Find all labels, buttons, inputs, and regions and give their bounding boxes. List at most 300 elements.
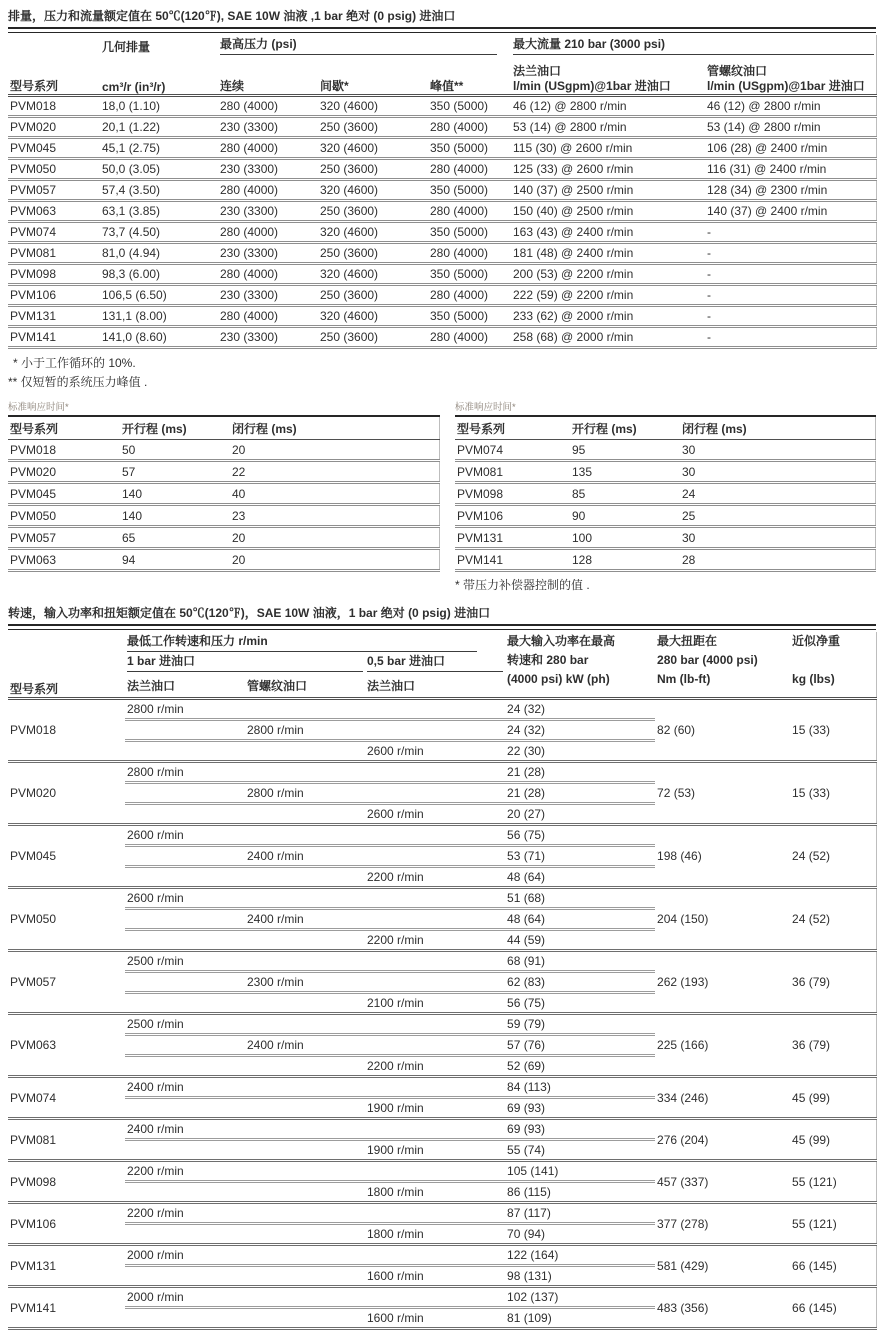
rpm-cell: 2400 r/min bbox=[125, 1119, 245, 1140]
power-cell: 56 (75) bbox=[505, 825, 655, 846]
torque-cell: 457 (337) bbox=[655, 1161, 790, 1203]
power-cell: 24 (32) bbox=[505, 720, 655, 741]
value-cell: 280 (4000) bbox=[428, 201, 511, 222]
torque-cell: 72 (53) bbox=[655, 762, 790, 825]
value-cell: 280 (4000) bbox=[218, 138, 318, 159]
rpm-cell bbox=[125, 1056, 245, 1077]
flow-group-label: 最大流量 210 bar (3000 psi) bbox=[513, 35, 874, 55]
ratings-row bbox=[8, 264, 876, 285]
value-cell: 258 (68) @ 2000 r/min bbox=[511, 327, 705, 348]
weight-cell: 55 (121) bbox=[790, 1203, 876, 1245]
rpm-cell bbox=[125, 993, 245, 1014]
net-weight-line1: 近似净重 bbox=[792, 634, 841, 648]
weight-cell: 24 (52) bbox=[790, 888, 876, 951]
rpm-cell: 2600 r/min bbox=[125, 888, 245, 909]
max-power-line2: 转速和 280 bar bbox=[507, 653, 589, 667]
col-header-model: 型号系列 bbox=[8, 416, 120, 440]
value-cell: 125 (33) @ 2600 r/min bbox=[511, 159, 705, 180]
weight-cell: 15 (33) bbox=[790, 762, 876, 825]
response-row bbox=[8, 527, 440, 549]
power-cell: 53 (71) bbox=[505, 846, 655, 867]
value-cell: 320 (4600) bbox=[318, 264, 428, 285]
rpm-cell: 2200 r/min bbox=[365, 867, 505, 888]
value-cell: 94 bbox=[120, 549, 230, 571]
ratings-group-header-row bbox=[8, 35, 876, 55]
value-cell: 46 (12) @ 2800 r/min bbox=[705, 96, 876, 117]
value-cell: 140 bbox=[120, 483, 230, 505]
value-cell: 230 (3300) bbox=[218, 201, 318, 222]
value-cell: 230 (3300) bbox=[218, 285, 318, 306]
col-header-close-stroke: 闭行程 (ms) bbox=[680, 416, 876, 440]
value-cell: 53 (14) @ 2800 r/min bbox=[511, 117, 705, 138]
value-cell: 81,0 (4.94) bbox=[100, 243, 218, 264]
value-cell: 350 (5000) bbox=[428, 306, 511, 327]
speed-row bbox=[8, 1077, 876, 1098]
model-cell: PVM098 bbox=[455, 483, 570, 505]
power-cell: 21 (28) bbox=[505, 762, 655, 783]
footnote-peak: ** 仅短暂的系统压力峰值 . bbox=[8, 375, 148, 389]
ratings-header-row bbox=[8, 55, 876, 96]
col-header-displacement-group bbox=[100, 35, 218, 55]
value-cell: 141,0 (8.60) bbox=[100, 327, 218, 348]
response-row bbox=[455, 505, 876, 527]
rpm-cell: 2400 r/min bbox=[245, 846, 365, 867]
max-power-line1: 最大输入功率在最高 bbox=[507, 634, 616, 648]
rpm-cell bbox=[365, 1014, 505, 1035]
rpm-cell bbox=[365, 1245, 505, 1266]
rpm-cell bbox=[245, 1287, 365, 1308]
torque-cell: 276 (204) bbox=[655, 1119, 790, 1161]
value-cell: 280 (4000) bbox=[218, 96, 318, 117]
rpm-cell bbox=[245, 1224, 365, 1245]
value-cell: 106,5 (6.50) bbox=[100, 285, 218, 306]
speed-row bbox=[8, 699, 876, 720]
rpm-cell bbox=[365, 1035, 505, 1056]
speed-row bbox=[8, 888, 876, 909]
response-row bbox=[455, 461, 876, 483]
model-cell: PVM045 bbox=[8, 138, 100, 159]
rpm-cell bbox=[125, 930, 245, 951]
max-torque-line3: Nm (lb-ft) bbox=[657, 672, 711, 686]
value-cell: 200 (53) @ 2200 r/min bbox=[511, 264, 705, 285]
value-cell: 20,1 (1.22) bbox=[100, 117, 218, 138]
col-header-pressure-group bbox=[218, 35, 511, 55]
model-cell: PVM057 bbox=[8, 527, 120, 549]
torque-cell: 581 (429) bbox=[655, 1245, 790, 1287]
power-cell: 48 (64) bbox=[505, 867, 655, 888]
response-right-label: 标准响应时间* bbox=[455, 402, 516, 413]
footnote-intermittent: * 小于工作循环的 10%. bbox=[13, 356, 136, 370]
rpm-cell: 2200 r/min bbox=[365, 1056, 505, 1077]
value-cell: 140 (37) @ 2500 r/min bbox=[511, 180, 705, 201]
value-cell: 250 (3600) bbox=[318, 159, 428, 180]
value-cell: 28 bbox=[680, 549, 876, 571]
col-header-flow-group bbox=[511, 35, 876, 55]
pressure-group-label: 最高压力 (psi) bbox=[220, 35, 497, 55]
rpm-cell: 2600 r/min bbox=[365, 741, 505, 762]
rpm-cell: 2800 r/min bbox=[245, 720, 365, 741]
rpm-cell bbox=[245, 804, 365, 825]
response-row bbox=[8, 483, 440, 505]
power-cell: 52 (69) bbox=[505, 1056, 655, 1077]
thread-port-unit: l/min (USgpm)@1bar 进油口 bbox=[707, 79, 865, 93]
value-cell: 280 (4000) bbox=[218, 222, 318, 243]
rpm-cell: 2200 r/min bbox=[365, 930, 505, 951]
response-footnote: * 带压力补偿器控制的值 . bbox=[455, 578, 590, 592]
ratings-row bbox=[8, 306, 876, 327]
response-left-body bbox=[8, 440, 440, 571]
response-row bbox=[455, 527, 876, 549]
value-cell: 222 (59) @ 2200 r/min bbox=[511, 285, 705, 306]
value-cell: 98,3 (6.00) bbox=[100, 264, 218, 285]
rpm-cell bbox=[245, 762, 365, 783]
section-ratings bbox=[8, 6, 876, 390]
rpm-cell: 2200 r/min bbox=[125, 1203, 245, 1224]
col-header-intermittent: 间歇* bbox=[318, 55, 428, 96]
col-header-thread-port bbox=[705, 55, 876, 96]
value-cell: 350 (5000) bbox=[428, 138, 511, 159]
col-header-flange-port-1bar: 法兰油口 bbox=[125, 672, 245, 699]
value-cell: 50 bbox=[120, 440, 230, 461]
model-cell: PVM098 bbox=[8, 1161, 125, 1203]
value-cell: 320 (4600) bbox=[318, 96, 428, 117]
power-cell: 102 (137) bbox=[505, 1287, 655, 1308]
model-cell: PVM141 bbox=[8, 327, 100, 348]
value-cell: 20 bbox=[230, 549, 440, 571]
speed-power-table bbox=[8, 632, 877, 1330]
response-tables-row bbox=[8, 399, 876, 593]
model-cell: PVM020 bbox=[8, 762, 125, 825]
rpm-cell bbox=[245, 1077, 365, 1098]
speed-row bbox=[8, 1287, 876, 1308]
col-header-05bar bbox=[365, 652, 505, 672]
rpm-cell: 2600 r/min bbox=[365, 804, 505, 825]
model-cell: PVM050 bbox=[8, 888, 125, 951]
rpm-cell: 2800 r/min bbox=[125, 762, 245, 783]
response-right-table bbox=[455, 415, 876, 572]
value-cell: 57,4 (3.50) bbox=[100, 180, 218, 201]
col-header-model: 型号系列 bbox=[8, 632, 125, 699]
rpm-cell bbox=[125, 720, 245, 741]
rpm-cell bbox=[245, 993, 365, 1014]
value-cell: 85 bbox=[570, 483, 680, 505]
col-header-thread-port: 管螺纹油口 bbox=[245, 672, 365, 699]
value-cell: 230 (3300) bbox=[218, 327, 318, 348]
rpm-cell bbox=[245, 1056, 365, 1077]
model-cell: PVM063 bbox=[8, 549, 120, 571]
value-cell: 250 (3600) bbox=[318, 201, 428, 222]
model-cell: PVM081 bbox=[8, 1119, 125, 1161]
rpm-cell bbox=[245, 1203, 365, 1224]
ratings-table-body bbox=[8, 96, 876, 348]
rpm-cell: 2000 r/min bbox=[125, 1245, 245, 1266]
rpm-cell bbox=[125, 1266, 245, 1287]
model-cell: PVM081 bbox=[455, 461, 570, 483]
value-cell: 30 bbox=[680, 527, 876, 549]
power-cell: 87 (117) bbox=[505, 1203, 655, 1224]
col-header-open-stroke: 开行程 (ms) bbox=[120, 416, 230, 440]
value-cell: 233 (62) @ 2000 r/min bbox=[511, 306, 705, 327]
rpm-cell: 2800 r/min bbox=[125, 699, 245, 720]
ratings-row bbox=[8, 201, 876, 222]
rpm-cell bbox=[245, 1098, 365, 1119]
response-row bbox=[455, 549, 876, 571]
value-cell: 320 (4600) bbox=[318, 180, 428, 201]
power-cell: 70 (94) bbox=[505, 1224, 655, 1245]
value-cell: 50,0 (3.05) bbox=[100, 159, 218, 180]
ratings-title: 排量，压力和流量额定值在 50℃(120℉), SAE 10W 油液 ,1 bar 绝对 (0 psig) 进油口 bbox=[8, 9, 456, 23]
power-cell: 122 (164) bbox=[505, 1245, 655, 1266]
power-cell: 81 (109) bbox=[505, 1308, 655, 1329]
rpm-cell bbox=[365, 888, 505, 909]
rpm-cell: 2800 r/min bbox=[245, 783, 365, 804]
speed-power-table-body bbox=[8, 699, 876, 1329]
rpm-cell bbox=[125, 783, 245, 804]
rpm-cell bbox=[365, 1161, 505, 1182]
value-cell: 181 (48) @ 2400 r/min bbox=[511, 243, 705, 264]
ratings-row bbox=[8, 243, 876, 264]
response-row bbox=[8, 461, 440, 483]
value-cell: - bbox=[705, 222, 876, 243]
col-header-net-weight bbox=[790, 632, 876, 699]
value-cell: 46 (12) @ 2800 r/min bbox=[511, 96, 705, 117]
value-cell: 95 bbox=[570, 440, 680, 461]
col-header-max-power bbox=[505, 632, 655, 699]
weight-cell: 36 (79) bbox=[790, 1014, 876, 1077]
rpm-cell bbox=[365, 1287, 505, 1308]
value-cell: 135 bbox=[570, 461, 680, 483]
value-cell: 150 (40) @ 2500 r/min bbox=[511, 201, 705, 222]
section-speed-power bbox=[8, 603, 876, 1330]
value-cell: 25 bbox=[680, 505, 876, 527]
flange-port-label: 法兰油口 bbox=[513, 64, 562, 78]
weight-cell: 45 (99) bbox=[790, 1119, 876, 1161]
rpm-cell bbox=[245, 1266, 365, 1287]
rpm-cell bbox=[125, 1140, 245, 1161]
model-cell: PVM131 bbox=[8, 306, 100, 327]
rpm-cell: 2400 r/min bbox=[125, 1077, 245, 1098]
value-cell: 280 (4000) bbox=[428, 117, 511, 138]
value-cell: - bbox=[705, 243, 876, 264]
rpm-cell bbox=[125, 804, 245, 825]
ratings-row bbox=[8, 117, 876, 138]
value-cell: 65 bbox=[120, 527, 230, 549]
rpm-cell: 1900 r/min bbox=[365, 1098, 505, 1119]
value-cell: - bbox=[705, 327, 876, 348]
response-row bbox=[8, 549, 440, 571]
ratings-row bbox=[8, 159, 876, 180]
max-torque-line2: 280 bar (4000 psi) bbox=[657, 653, 758, 667]
value-cell: 250 (3600) bbox=[318, 243, 428, 264]
col-header-peak: 峰值** bbox=[428, 55, 511, 96]
model-cell: PVM131 bbox=[455, 527, 570, 549]
rpm-cell bbox=[125, 1308, 245, 1329]
flange-port-unit: l/min (USgpm)@1bar 进油口 bbox=[513, 79, 671, 93]
response-row bbox=[455, 483, 876, 505]
rpm-cell bbox=[365, 1077, 505, 1098]
rpm-cell: 1600 r/min bbox=[365, 1308, 505, 1329]
torque-cell: 198 (46) bbox=[655, 825, 790, 888]
value-cell: 18,0 (1.10) bbox=[100, 96, 218, 117]
rpm-cell bbox=[125, 1224, 245, 1245]
response-row bbox=[455, 440, 876, 461]
torque-cell: 483 (356) bbox=[655, 1287, 790, 1329]
value-cell: 128 (34) @ 2300 r/min bbox=[705, 180, 876, 201]
rpm-cell bbox=[365, 972, 505, 993]
response-left-section bbox=[8, 399, 440, 593]
rpm-cell: 2400 r/min bbox=[245, 1035, 365, 1056]
col-header-speed-group bbox=[125, 632, 505, 652]
rpm-cell: 2600 r/min bbox=[125, 825, 245, 846]
power-cell: 86 (115) bbox=[505, 1182, 655, 1203]
model-cell: PVM045 bbox=[8, 825, 125, 888]
response-header-row bbox=[455, 416, 876, 440]
response-header-row bbox=[8, 416, 440, 440]
value-cell: 63,1 (3.85) bbox=[100, 201, 218, 222]
col-header-model: 型号系列 bbox=[8, 55, 100, 96]
value-cell: - bbox=[705, 285, 876, 306]
power-cell: 24 (32) bbox=[505, 699, 655, 720]
rpm-cell bbox=[365, 909, 505, 930]
model-cell: PVM106 bbox=[8, 285, 100, 306]
value-cell: 230 (3300) bbox=[218, 243, 318, 264]
value-cell: 131,1 (8.00) bbox=[100, 306, 218, 327]
ratings-table bbox=[8, 35, 877, 349]
model-cell: PVM018 bbox=[8, 440, 120, 461]
rpm-cell: 1800 r/min bbox=[365, 1224, 505, 1245]
rpm-cell bbox=[245, 888, 365, 909]
max-torque-line1: 最大扭距在 bbox=[657, 634, 718, 648]
value-cell: 115 (30) @ 2600 r/min bbox=[511, 138, 705, 159]
value-cell: 280 (4000) bbox=[218, 306, 318, 327]
rpm-cell bbox=[125, 741, 245, 762]
rpm-cell: 2500 r/min bbox=[125, 951, 245, 972]
rpm-cell bbox=[245, 825, 365, 846]
speed-row bbox=[8, 1203, 876, 1224]
ratings-row bbox=[8, 222, 876, 243]
value-cell: 57 bbox=[120, 461, 230, 483]
power-cell: 84 (113) bbox=[505, 1077, 655, 1098]
power-cell: 59 (79) bbox=[505, 1014, 655, 1035]
value-cell: 350 (5000) bbox=[428, 180, 511, 201]
value-cell: 40 bbox=[230, 483, 440, 505]
value-cell: 230 (3300) bbox=[218, 117, 318, 138]
rpm-cell bbox=[125, 909, 245, 930]
model-cell: PVM141 bbox=[8, 1287, 125, 1329]
rpm-cell bbox=[245, 1245, 365, 1266]
power-cell: 62 (83) bbox=[505, 972, 655, 993]
value-cell: 22 bbox=[230, 461, 440, 483]
rpm-cell bbox=[125, 1098, 245, 1119]
col-header-1bar bbox=[125, 652, 365, 672]
rpm-cell: 1600 r/min bbox=[365, 1266, 505, 1287]
speed-title: 转速，输入功率和扭矩额定值在 50℃(120℉)，SAE 10W 油液，1 bar 绝对 (0 psig) 进油口 bbox=[8, 606, 491, 620]
value-cell: 116 (31) @ 2400 r/min bbox=[705, 159, 876, 180]
rpm-cell bbox=[245, 1308, 365, 1329]
weight-cell: 15 (33) bbox=[790, 699, 876, 762]
value-cell: 230 (3300) bbox=[218, 159, 318, 180]
ratings-row bbox=[8, 180, 876, 201]
col-header-displacement-unit: cm³/r (in³/r) bbox=[100, 55, 218, 96]
model-cell: PVM020 bbox=[8, 117, 100, 138]
rpm-cell: 2100 r/min bbox=[365, 993, 505, 1014]
value-cell: 280 (4000) bbox=[428, 285, 511, 306]
value-cell: 250 (3600) bbox=[318, 285, 428, 306]
rpm-cell bbox=[365, 762, 505, 783]
col-header-open-stroke: 开行程 (ms) bbox=[570, 416, 680, 440]
value-cell: 320 (4600) bbox=[318, 222, 428, 243]
value-cell: 106 (28) @ 2400 r/min bbox=[705, 138, 876, 159]
rpm-cell bbox=[245, 1119, 365, 1140]
thread-port-label: 管螺纹油口 bbox=[707, 64, 768, 78]
rpm-cell bbox=[125, 867, 245, 888]
speed-row bbox=[8, 1161, 876, 1182]
rpm-cell: 2300 r/min bbox=[245, 972, 365, 993]
response-left-table bbox=[8, 415, 440, 572]
torque-cell: 82 (60) bbox=[655, 699, 790, 762]
model-cell: PVM018 bbox=[8, 699, 125, 762]
col-header-flange-port bbox=[511, 55, 705, 96]
value-cell: 20 bbox=[230, 440, 440, 461]
torque-cell: 377 (278) bbox=[655, 1203, 790, 1245]
power-cell: 22 (30) bbox=[505, 741, 655, 762]
weight-cell: 24 (52) bbox=[790, 825, 876, 888]
speed-group-label: 最低工作转速和压力 r/min bbox=[127, 632, 477, 652]
ratings-row bbox=[8, 327, 876, 348]
value-cell: 250 (3600) bbox=[318, 327, 428, 348]
speed-row bbox=[8, 1119, 876, 1140]
rpm-cell bbox=[245, 1014, 365, 1035]
rpm-cell bbox=[245, 1161, 365, 1182]
value-cell: - bbox=[705, 306, 876, 327]
displacement-group-label: 几何排量 bbox=[102, 40, 151, 54]
header-spacer bbox=[8, 35, 100, 55]
model-cell: PVM098 bbox=[8, 264, 100, 285]
rpm-cell: 2000 r/min bbox=[125, 1287, 245, 1308]
rpm-cell bbox=[365, 951, 505, 972]
model-cell: PVM050 bbox=[8, 159, 100, 180]
rpm-cell bbox=[245, 1182, 365, 1203]
value-cell: 250 (3600) bbox=[318, 117, 428, 138]
power-cell: 105 (141) bbox=[505, 1161, 655, 1182]
power-cell: 56 (75) bbox=[505, 993, 655, 1014]
rpm-cell bbox=[365, 1203, 505, 1224]
rpm-cell bbox=[245, 867, 365, 888]
value-cell: 350 (5000) bbox=[428, 222, 511, 243]
rpm-cell: 2500 r/min bbox=[125, 1014, 245, 1035]
rpm-cell: 2400 r/min bbox=[245, 909, 365, 930]
rpm-cell bbox=[245, 1140, 365, 1161]
net-weight-unit: kg (lbs) bbox=[792, 672, 835, 686]
rpm-cell bbox=[365, 1119, 505, 1140]
torque-cell: 225 (166) bbox=[655, 1014, 790, 1077]
speed-row bbox=[8, 1245, 876, 1266]
power-cell: 55 (74) bbox=[505, 1140, 655, 1161]
value-cell: 350 (5000) bbox=[428, 96, 511, 117]
rpm-cell bbox=[245, 741, 365, 762]
response-right-section bbox=[455, 399, 876, 593]
max-power-line3: (4000 psi) kW (ph) bbox=[507, 672, 610, 686]
rpm-cell bbox=[125, 1035, 245, 1056]
weight-cell: 66 (145) bbox=[790, 1287, 876, 1329]
speed-row bbox=[8, 951, 876, 972]
power-cell: 69 (93) bbox=[505, 1119, 655, 1140]
ratings-title-rule bbox=[8, 27, 876, 33]
model-cell: PVM106 bbox=[8, 1203, 125, 1245]
value-cell: 100 bbox=[570, 527, 680, 549]
value-cell: 45,1 (2.75) bbox=[100, 138, 218, 159]
rpm-cell bbox=[365, 720, 505, 741]
